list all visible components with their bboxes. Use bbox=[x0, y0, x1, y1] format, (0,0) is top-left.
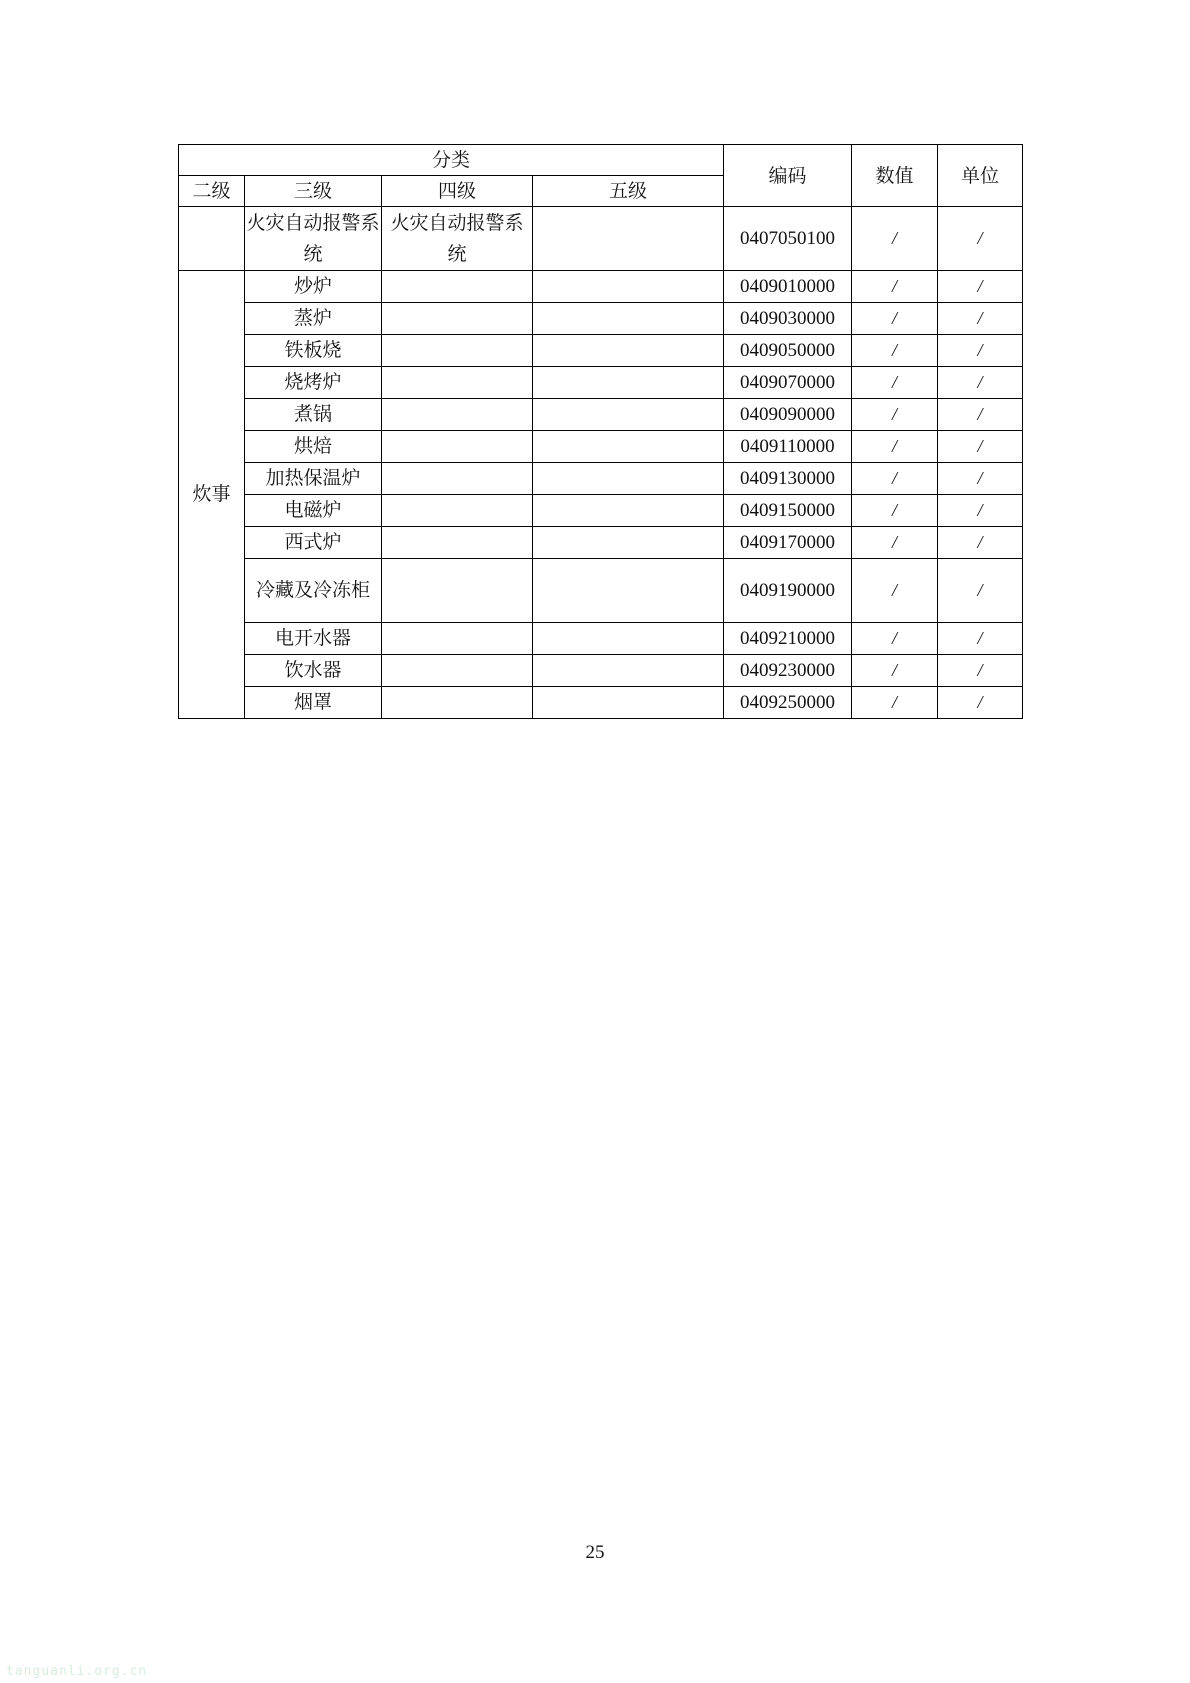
cell-level4-empty bbox=[382, 303, 533, 335]
cell-value: / bbox=[852, 623, 938, 655]
cell-level3: 西式炉 bbox=[245, 527, 382, 559]
table-row bbox=[179, 655, 1023, 687]
cell-unit: / bbox=[938, 303, 1023, 335]
cell-level3: 烟罩 bbox=[245, 687, 382, 719]
cell-value: / bbox=[852, 527, 938, 559]
cell-level5-empty bbox=[533, 527, 724, 559]
cell-unit: / bbox=[938, 527, 1023, 559]
cell-level3: 炒炉 bbox=[245, 271, 382, 303]
cell-value: / bbox=[852, 495, 938, 527]
header-category: 分类 bbox=[179, 145, 724, 176]
table-row bbox=[179, 431, 1023, 463]
table-row bbox=[179, 271, 1023, 303]
cell-level4-empty bbox=[382, 367, 533, 399]
cell-code: 0409070000 bbox=[724, 367, 852, 399]
cell-level3: 煮锅 bbox=[245, 399, 382, 431]
cell-level3: 火灾自动报警系统 bbox=[245, 207, 382, 271]
cell-code: 0409170000 bbox=[724, 527, 852, 559]
cell-unit: / bbox=[938, 559, 1023, 623]
table-row bbox=[179, 559, 1023, 623]
cell-value: / bbox=[852, 399, 938, 431]
cell-level4-empty bbox=[382, 687, 533, 719]
cell-level5-empty bbox=[533, 559, 724, 623]
table-row bbox=[179, 495, 1023, 527]
cell-unit: / bbox=[938, 399, 1023, 431]
cell-level4-empty bbox=[382, 559, 533, 623]
cell-unit: / bbox=[938, 495, 1023, 527]
cell-level5-empty bbox=[533, 399, 724, 431]
cell-code: 0409130000 bbox=[724, 463, 852, 495]
cell-value: / bbox=[852, 207, 938, 271]
cell-value: / bbox=[852, 655, 938, 687]
cell-level3: 电磁炉 bbox=[245, 495, 382, 527]
classification-table-container bbox=[178, 144, 1022, 719]
cell-level3: 铁板烧 bbox=[245, 335, 382, 367]
cell-level3: 冷藏及冷冻柜 bbox=[245, 559, 382, 623]
cell-level5-empty bbox=[533, 303, 724, 335]
cell-level5-empty bbox=[533, 207, 724, 271]
cell-level2-kitchen: 炊事 bbox=[179, 271, 245, 719]
cell-code: 0409150000 bbox=[724, 495, 852, 527]
cell-level3: 饮水器 bbox=[245, 655, 382, 687]
header-level2: 二级 bbox=[179, 176, 245, 207]
classification-table bbox=[178, 144, 1023, 719]
cell-level2-empty bbox=[179, 207, 245, 271]
header-unit: 单位 bbox=[938, 145, 1023, 207]
cell-level4-empty bbox=[382, 527, 533, 559]
cell-value: / bbox=[852, 303, 938, 335]
cell-value: / bbox=[852, 687, 938, 719]
cell-level4-empty bbox=[382, 431, 533, 463]
header-value: 数值 bbox=[852, 145, 938, 207]
cell-level4-empty bbox=[382, 335, 533, 367]
table-row bbox=[179, 687, 1023, 719]
cell-unit: / bbox=[938, 207, 1023, 271]
cell-unit: / bbox=[938, 655, 1023, 687]
table-row bbox=[179, 367, 1023, 399]
header-code: 编码 bbox=[724, 145, 852, 207]
table-row bbox=[179, 623, 1023, 655]
cell-level4-empty bbox=[382, 463, 533, 495]
table-row-fire-alarm bbox=[179, 207, 1023, 271]
cell-level4-empty bbox=[382, 655, 533, 687]
cell-unit: / bbox=[938, 431, 1023, 463]
cell-code: 0409250000 bbox=[724, 687, 852, 719]
cell-level5-empty bbox=[533, 623, 724, 655]
header-level3: 三级 bbox=[245, 176, 382, 207]
cell-unit: / bbox=[938, 463, 1023, 495]
cell-value: / bbox=[852, 367, 938, 399]
cell-level5-empty bbox=[533, 335, 724, 367]
cell-unit: / bbox=[938, 335, 1023, 367]
cell-level4-empty bbox=[382, 399, 533, 431]
header-level5: 五级 bbox=[533, 176, 724, 207]
cell-level4-empty bbox=[382, 271, 533, 303]
cell-level5-empty bbox=[533, 367, 724, 399]
cell-code: 0409210000 bbox=[724, 623, 852, 655]
cell-level3: 蒸炉 bbox=[245, 303, 382, 335]
header-row-top bbox=[179, 145, 1023, 176]
cell-unit: / bbox=[938, 271, 1023, 303]
cell-code: 0409010000 bbox=[724, 271, 852, 303]
cell-code: 0409090000 bbox=[724, 399, 852, 431]
cell-level5-empty bbox=[533, 431, 724, 463]
cell-code: 0409030000 bbox=[724, 303, 852, 335]
cell-level5-empty bbox=[533, 271, 724, 303]
cell-code: 0409230000 bbox=[724, 655, 852, 687]
cell-code: 0409110000 bbox=[724, 431, 852, 463]
cell-level3: 电开水器 bbox=[245, 623, 382, 655]
cell-level4: 火灾自动报警系统 bbox=[382, 207, 533, 271]
cell-value: / bbox=[852, 271, 938, 303]
cell-unit: / bbox=[938, 367, 1023, 399]
cell-level4-empty bbox=[382, 623, 533, 655]
cell-value: / bbox=[852, 463, 938, 495]
watermark: tanguanli.org.cn bbox=[6, 1664, 148, 1679]
cell-value: / bbox=[852, 335, 938, 367]
table-row bbox=[179, 463, 1023, 495]
cell-level5-empty bbox=[533, 655, 724, 687]
page-number: 25 bbox=[585, 1542, 605, 1563]
cell-level4-empty bbox=[382, 495, 533, 527]
cell-level3: 加热保温炉 bbox=[245, 463, 382, 495]
cell-unit: / bbox=[938, 687, 1023, 719]
cell-level5-empty bbox=[533, 495, 724, 527]
cell-level5-empty bbox=[533, 463, 724, 495]
cell-unit: / bbox=[938, 623, 1023, 655]
cell-code: 0409190000 bbox=[724, 559, 852, 623]
cell-level5-empty bbox=[533, 687, 724, 719]
header-level4: 四级 bbox=[382, 176, 533, 207]
cell-value: / bbox=[852, 559, 938, 623]
cell-level3: 烘焙 bbox=[245, 431, 382, 463]
cell-value: / bbox=[852, 431, 938, 463]
table-row bbox=[179, 303, 1023, 335]
table-row bbox=[179, 335, 1023, 367]
table-row bbox=[179, 527, 1023, 559]
cell-code: 0409050000 bbox=[724, 335, 852, 367]
table-row bbox=[179, 399, 1023, 431]
cell-level3: 烧烤炉 bbox=[245, 367, 382, 399]
cell-code: 0407050100 bbox=[724, 207, 852, 271]
